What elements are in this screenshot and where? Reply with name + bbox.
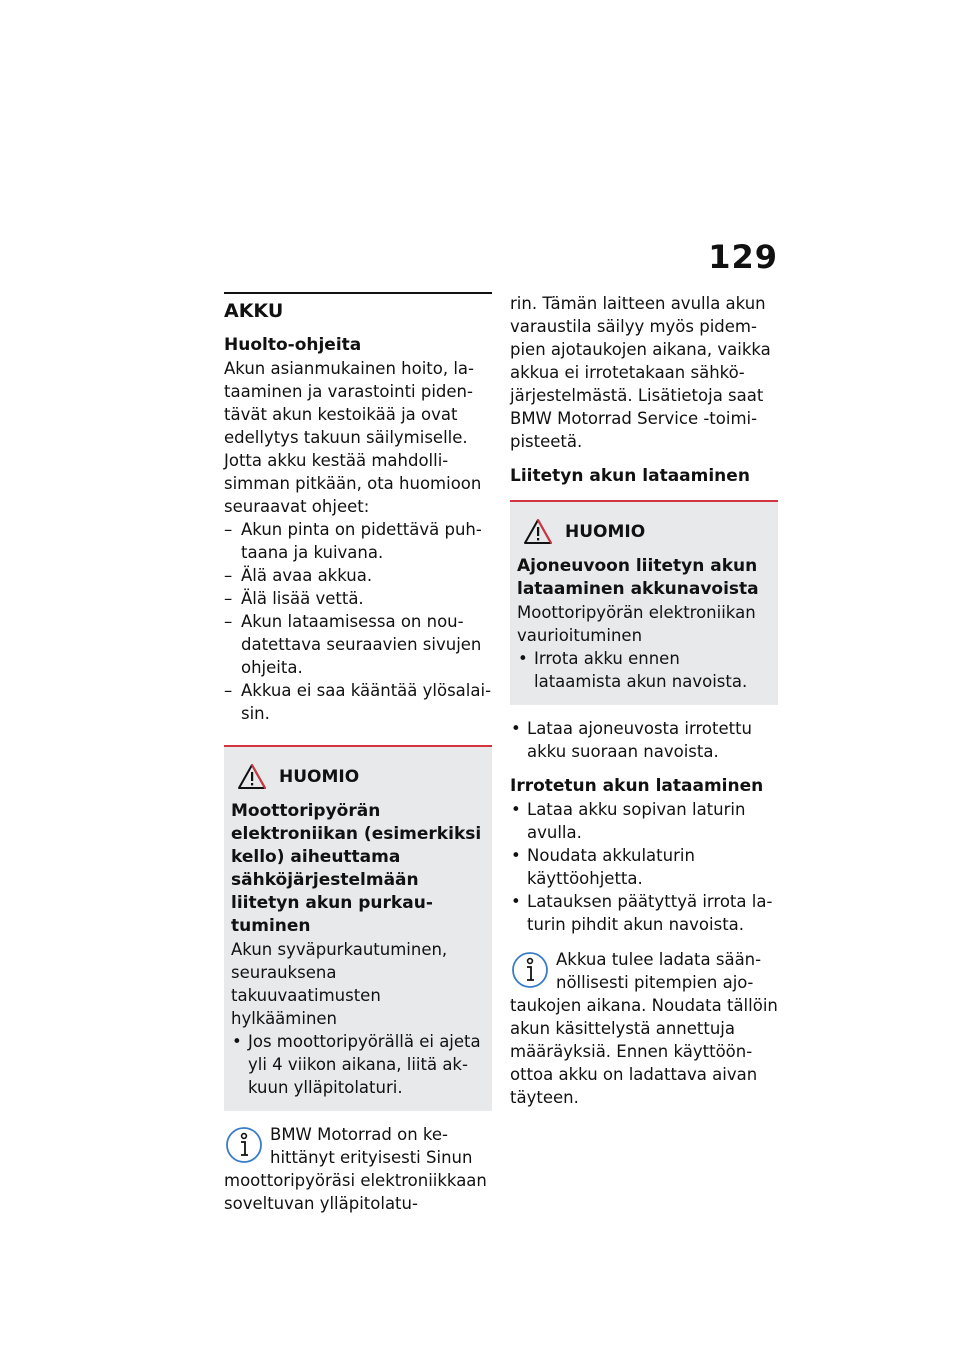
continued-paragraph: rin. Tämän laitteen avulla akun varaustila säilyy myös pidempien ajotaukojen aikana, vaikka akkua ei irrotetakaan sähköjärjestelmästä. Lisätietoja saat BMW Motorrad Service -toimipisteetä. — [510, 294, 771, 451]
notice-body: Moottoripyörän elektroniikan vaurioituminen — [517, 603, 756, 645]
list-item: • Irrota akku ennen lataamista akun navoista. — [517, 647, 770, 693]
notice-heading: Moottoripyörän elektroniikan (esimerkiksi kello) aiheuttama sähköjärjestelmään liitetyn akun purkautuminen — [231, 801, 482, 936]
list-item: – Akun pinta on pidettävä puhtaana ja kuivana. — [224, 518, 492, 564]
list-item: – Akun lataamisessa on noudatettava seuraavien sivujen ohjeita. — [224, 610, 492, 679]
removed-charging-steps — [510, 798, 778, 936]
notice-header — [517, 518, 770, 545]
list-item: • Latauksen päätyttyä irrota laturin pihdit akun navoista. — [510, 890, 778, 936]
subsection-title-removed-charging: Irrotetun akun lataaminen — [510, 776, 764, 796]
info-icon — [224, 1125, 264, 1165]
list-item: – Älä lisää vettä. — [224, 587, 492, 610]
guidelines-paragraph: Jotta akku kestää mahdollisimman pitkään, ota huomioon seuraavat ohjeet: — [224, 451, 482, 516]
subsection-title-connected-charging: Liitetyn akun lataaminen — [510, 466, 750, 486]
info-text: BMW Motorrad on kehittänyt erityisesti Sinun moottoripyöräsi elektroniikkaan soveltuvan ylläpitolatu- — [224, 1125, 487, 1213]
list-item: • Lataa akku sopivan laturin avulla. — [510, 798, 778, 844]
notice-box — [224, 747, 492, 1111]
notice-bullets — [517, 647, 770, 693]
list-item: • Lataa ajoneuvosta irrotettu akku suoraan navoista. — [510, 717, 778, 763]
section-title: AKKU — [224, 300, 284, 322]
notice-header — [231, 763, 484, 790]
page-number: 129 — [708, 238, 778, 276]
notice-title: HUOMIO — [565, 521, 646, 542]
notice-box — [510, 502, 778, 705]
section-rule — [224, 292, 492, 294]
list-item: • Jos moottoripyörällä ei ajeta yli 4 viikon aikana, liitä akkuun ylläpitolaturi. — [231, 1030, 484, 1099]
notice-title: HUOMIO — [279, 766, 360, 787]
list-item: – Akkua ei saa kääntää ylösalaisin. — [224, 679, 492, 725]
warning-triangle-icon — [237, 763, 267, 790]
info-note — [224, 1123, 492, 1215]
notice-heading: Ajoneuvoon liitetyn akun lataaminen akkunavoista — [517, 556, 759, 599]
intro-paragraph: Akun asianmukainen hoito, lataaminen ja varastointi pidentävät akun kestoikää ja ovat edellytys takuun säilymiselle. — [224, 359, 475, 447]
list-item: • Noudata akkulaturin käyttöohjetta. — [510, 844, 778, 890]
info-text: Akkua tulee ladata säännöllisesti pitempien ajotaukojen aikana. Noudata tällöin akun käsittelystä annettuja määräyksiä. Ennen käyttöönottoa akku on ladattava aivan täyteen. — [510, 950, 778, 1107]
info-note — [510, 948, 778, 1109]
notice-body: Akun syväpurkautuminen, seurauksena takuuvaatimusten hylkääminen — [231, 940, 448, 1028]
subsection-title-maintenance: Huolto-ohjeita — [224, 335, 362, 355]
notice-bullets — [231, 1030, 484, 1099]
maintenance-list — [224, 518, 492, 725]
list-item: – Älä avaa akkua. — [224, 564, 492, 587]
connected-charging-steps — [510, 717, 778, 763]
info-icon — [510, 950, 550, 990]
warning-triangle-icon — [523, 518, 553, 545]
right-column — [510, 292, 778, 1109]
left-column — [224, 292, 492, 1215]
